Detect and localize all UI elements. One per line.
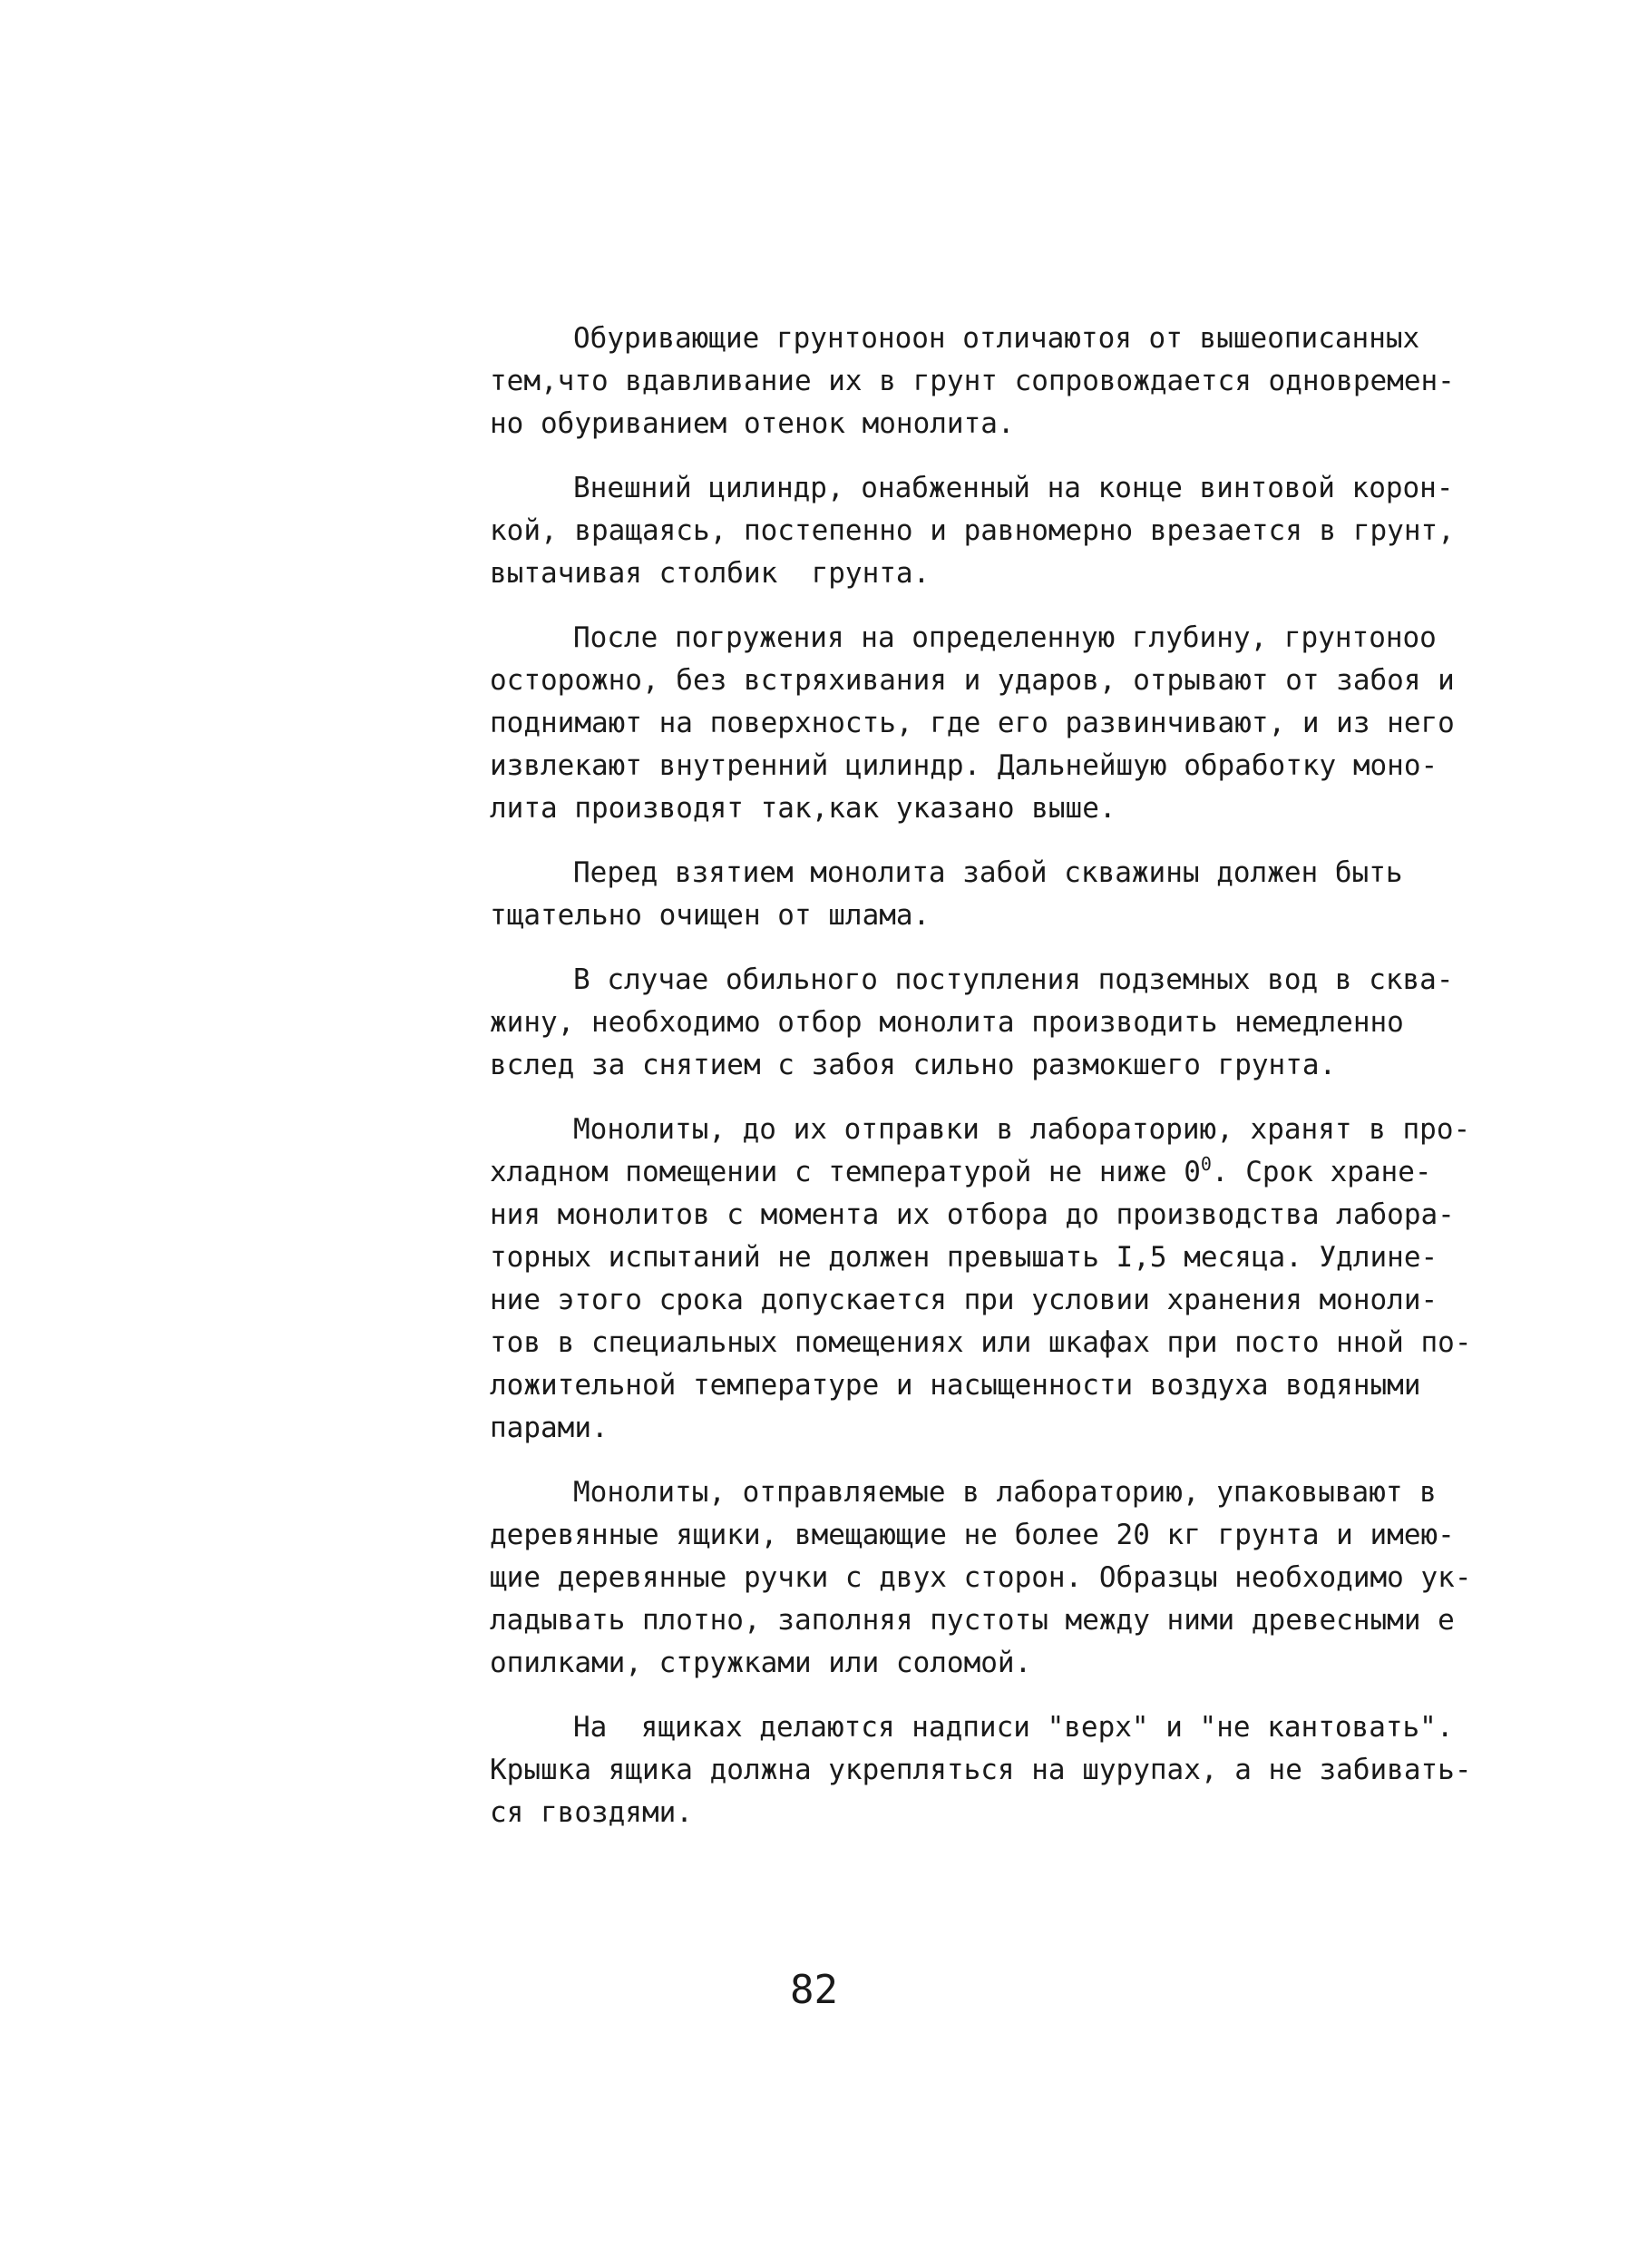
text-line: ладывать плотно, заполняя пустоты между ними древесными е xyxy=(490,1604,1455,1637)
text-line: ся гвоздями. xyxy=(490,1796,693,1829)
text-fragment: . Срок хране- xyxy=(1211,1156,1432,1188)
text-line: лита производят так,как указано выше. xyxy=(490,792,1116,825)
text-line: Монолиты, до их отправки в лабораторию, хранят в про- xyxy=(573,1113,1471,1146)
text-line: ложительной температуре и насыщенности воздуха водяными xyxy=(490,1369,1421,1402)
text-line: щие деревянные ручки с двух сторон. Образцы необходимо ук- xyxy=(490,1561,1472,1594)
text-line: осторожно, без встряхивания и ударов, отрывают от забоя и xyxy=(490,664,1455,697)
text-line: На ящиках делаются надписи "верх" и "не кантовать". xyxy=(573,1711,1454,1744)
text-line: вытачивая столбик грунта. xyxy=(490,557,931,590)
page-number: 82 xyxy=(790,1967,838,2013)
paragraph-7 xyxy=(490,1471,1524,1685)
text-fragment: хладном помещении с температурой не ниже 0 xyxy=(490,1156,1201,1188)
text-line: После погружения на определенную глубину, грунтоноо xyxy=(573,621,1437,654)
text-line: тем,что вдавливание их в грунт сопровождается одновремен- xyxy=(490,365,1455,397)
paragraph-8 xyxy=(490,1706,1524,1834)
text-line: кой, вращаясь, постепенно и равномерно врезается в грунт, xyxy=(490,514,1455,547)
text-line: опилками, стружками или соломой. xyxy=(490,1647,1032,1679)
paragraph-4 xyxy=(490,852,1524,937)
text-line: но обуриванием отенок монолита. xyxy=(490,407,1015,440)
text-line: деревянные ящики, вмещающие не более 20 кг грунта и имею- xyxy=(490,1519,1455,1551)
paragraph-2 xyxy=(490,467,1524,595)
text-line: Крышка ящика должна укрепляться на шурупах, а не забивать- xyxy=(490,1754,1472,1786)
body-text xyxy=(490,318,1524,1856)
degree-superscript: 0 xyxy=(1200,1153,1212,1175)
text-line: ние этого срока допускается при условии хранения моноли- xyxy=(490,1284,1438,1316)
text-line: ния монолитов с момента их отбора до производства лабора- xyxy=(490,1198,1455,1231)
text-line: жину, необходимо отбор монолита производить немедленно xyxy=(490,1006,1404,1039)
paragraph-6 xyxy=(490,1109,1524,1450)
paragraph-5 xyxy=(490,959,1524,1087)
text-line: тов в специальных помещениях или шкафах при посто нной по- xyxy=(490,1326,1472,1359)
text-line: торных испытаний не должен превышать I,5 месяца. Удлине- xyxy=(490,1241,1438,1274)
text-line: Внешний цилиндр, онабженный на конце винтовой корон- xyxy=(573,472,1454,504)
text-line: В случае обильного поступления подземных вод в сква- xyxy=(573,963,1454,996)
text-line: Обуривающие грунтоноон отличаютоя от вышеописанных xyxy=(573,322,1420,355)
text-line: тщательно очищен от шлама. xyxy=(490,899,931,932)
text-line-with-superscript xyxy=(490,1151,1524,1194)
paragraph-1 xyxy=(490,318,1524,445)
text-line: парами. xyxy=(490,1412,609,1444)
paragraph-3 xyxy=(490,617,1524,830)
text-line: вслед за снятием с забоя сильно размокшего грунта. xyxy=(490,1049,1337,1081)
text-line: поднимают на поверхность, где его развинчивают, и из него xyxy=(490,707,1455,739)
text-line: Монолиты, отправляемые в лабораторию, упаковывают в xyxy=(573,1476,1437,1509)
text-line: извлекают внутренний цилиндр. Дальнейшую обработку моно- xyxy=(490,749,1438,782)
text-line: Перед взятием монолита забой скважины должен быть xyxy=(573,856,1403,889)
